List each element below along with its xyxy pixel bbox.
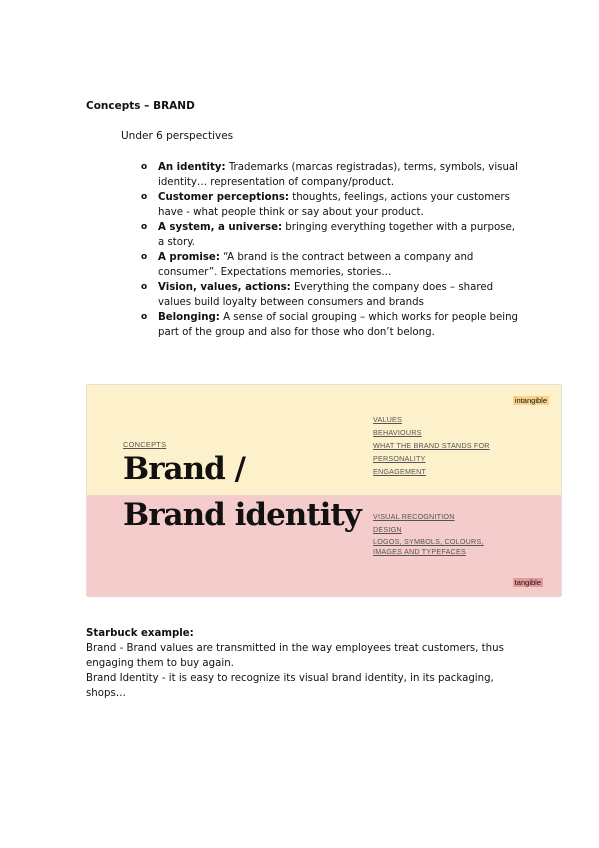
list-item-text: bringing everything together with a purpose, a story. xyxy=(158,222,515,248)
list-item: PERSONALITY xyxy=(373,454,426,463)
section-heading: Concepts – BRAND xyxy=(86,100,195,112)
bullet-icon: o xyxy=(141,252,148,262)
list-item xyxy=(141,220,521,250)
list-item: LOGOS, SYMBOLS, COLOURS, IMAGES AND TYPEFACES xyxy=(373,537,484,556)
figure-title-brand: Brand / xyxy=(123,451,245,487)
starbuck-example xyxy=(86,626,526,701)
list-item-term: Vision, values, actions: xyxy=(158,282,291,293)
subheading: Under 6 perspectives xyxy=(121,130,234,142)
example-brand-text: Brand - Brand values are transmitted in the way employees treat customers, thus engaging them to buy again. xyxy=(86,643,504,669)
identity-attributes-list xyxy=(373,510,503,557)
concepts-label: CONCEPTS xyxy=(123,440,167,449)
list-item xyxy=(141,190,521,220)
list-item: DESIGN xyxy=(373,525,402,534)
brand-identity-figure xyxy=(86,384,562,596)
bullet-icon: o xyxy=(141,312,148,322)
example-title: Starbuck example: xyxy=(86,628,194,639)
list-item-term: A system, a universe: xyxy=(158,222,283,233)
figure-title-brand-identity: Brand identity xyxy=(123,497,361,533)
list-item: ENGAGEMENT xyxy=(373,467,427,476)
list-item-text: A sense of social grouping – which works for people being part of the group and also for those who don’t belong. xyxy=(158,312,518,338)
list-item: BEHAVIOURS xyxy=(373,428,422,437)
list-item xyxy=(141,310,521,340)
list-item: WHAT THE BRAND STANDS FOR xyxy=(373,441,490,450)
bullet-icon: o xyxy=(141,222,148,232)
intangible-tag: intangible xyxy=(514,396,547,405)
bullet-icon: o xyxy=(141,192,148,202)
list-item-text: Everything the company does – shared values build loyalty between consumers and brands xyxy=(158,282,494,308)
list-item-term: An identity: xyxy=(158,162,226,173)
perspectives-list xyxy=(141,160,521,340)
list-item-text: thoughts, feelings, actions your customers have - what people think or say about your product. xyxy=(158,192,510,218)
example-identity-text: Brand Identity - it is easy to recognize its visual brand identity, in its packaging, shops… xyxy=(86,673,494,699)
list-item: VISUAL RECOGNITION xyxy=(373,512,455,521)
list-item-term: Customer perceptions: xyxy=(158,192,289,203)
bullet-icon: o xyxy=(141,282,148,292)
list-item xyxy=(141,160,521,190)
brand-attributes-list xyxy=(373,413,490,478)
list-item xyxy=(141,280,521,310)
list-item: VALUES xyxy=(373,415,403,424)
bullet-icon: o xyxy=(141,162,148,172)
list-item-term: A promise: xyxy=(158,252,220,263)
tangible-tag: tangible xyxy=(514,578,541,587)
list-item-term: Belonging: xyxy=(158,312,220,323)
list-item-text: “A brand is the contract between a company and consumer”. Expectations memories, stories… xyxy=(158,252,474,278)
list-item-text: Trademarks (marcas registradas), terms, symbols, visual identity… representation of company/product. xyxy=(158,162,518,188)
list-item xyxy=(141,250,521,280)
